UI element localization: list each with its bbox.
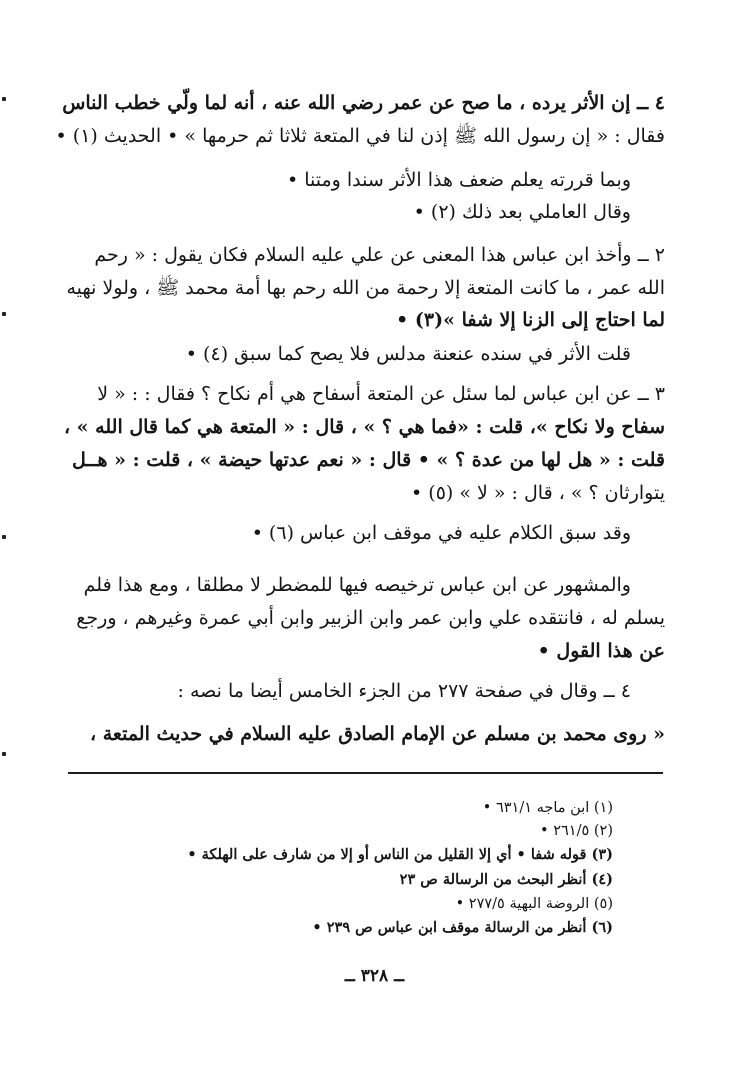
text-line: وقال العاملي بعد ذلك (٢) • — [413, 201, 631, 223]
text-line: لما احتاج إلى الزنا إلا شفا »(٣) • — [396, 309, 665, 331]
text-line: ٣ ــ عن ابن عباس لما سئل عن المتعة أسفاح هي أم نكاح ؟ فقال : : « لا — [97, 383, 665, 405]
text-line: عن هذا القول • — [537, 640, 665, 662]
footnote: (٣) قوله شفا • أي إلا القليل من الناس أو إلا من شارف على الهلكة • — [187, 846, 613, 863]
text-line: سفاح ولا نكاح »، قلت : «فما هي ؟ » ، قال : « المتعة هي كما قال الله » ، — [63, 416, 665, 438]
text-line: يتوارثان ؟ » ، قال : « لا » (٥) • — [411, 482, 665, 504]
scan-mark — [2, 312, 6, 316]
page-number: ــ ٣٢٨ ــ — [344, 966, 405, 986]
text-line: ٤ ــ وقال في صفحة ٢٧٧ من الجزء الخامس أيضا ما نصه : — [177, 680, 631, 702]
text-line: وقد سبق الكلام عليه في موقف ابن عباس (٦) • — [251, 522, 631, 544]
text-line: ٤ ــ إن الأثر يرده ، ما صح عن عمر رضي الله عنه ، أنه لما ولّي خطب الناس — [62, 92, 665, 114]
scan-mark — [2, 97, 6, 101]
text-line: قلت : « هل لها من عدة ؟ » • قال : « نعم عدتها حيضة » ، قلت : « هــل — [72, 449, 665, 471]
text-line: فقال : « إن رسول الله ﷺ إذن لنا في المتعة ثلاثا ثم حرمها » • الحديث (١) • — [55, 125, 665, 147]
scan-mark — [2, 535, 6, 539]
text-line: الله عمر ، ما كانت المتعة إلا رحمة من الله رحم بها أمة محمد ﷺ ، ولولا نهيه — [66, 277, 665, 299]
text-line: قلت الأثر في سنده عنعنة مدلس فلا يصح كما سبق (٤) • — [185, 343, 631, 365]
footnote: (١) ابن ماجه ٦٣١/١ • — [482, 800, 613, 816]
footnote: (٤) أنظر البحث من الرسالة ص ٢٣ — [399, 871, 613, 888]
footnote: (٢) ٢٦١/٥ • — [540, 823, 613, 839]
text-line: ٢ ــ وأخذ ابن عباس هذا المعنى عن علي عليه السلام فكان يقول : « رحم — [94, 244, 665, 266]
scan-mark — [2, 752, 6, 756]
text-line: يسلم له ، فانتقده علي وابن عمر وابن الزبير وابن أبي عمرة وغيرهم ، ورجع — [76, 607, 665, 629]
footnote: (٥) الروضة البهية ٢٧٧/٥ • — [455, 896, 613, 912]
footnote: (٦) أنظر من الرسالة موقف ابن عباس ص ٢٣٩ • — [312, 919, 613, 936]
text-line: « روى محمد بن مسلم عن الإمام الصادق عليه السلام في حديث المتعة ، — [89, 723, 665, 745]
footnote-divider — [68, 772, 663, 774]
text-line: والمشهور عن ابن عباس ترخيصه فيها للمضطر لا مطلقا ، ومع هذا فلم — [83, 574, 631, 596]
text-line: وبما قررته يعلم ضعف هذا الأثر سندا ومتنا • — [286, 169, 631, 191]
